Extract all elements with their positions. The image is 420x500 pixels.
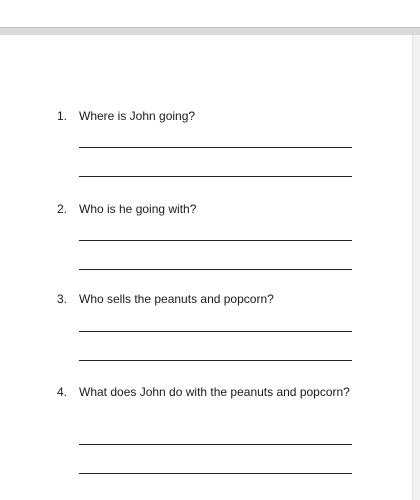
question-row	[57, 381, 357, 403]
worksheet-page	[0, 35, 412, 500]
page-right-edge	[412, 35, 420, 500]
answer-line[interactable]	[79, 147, 352, 148]
answer-line[interactable]	[79, 176, 352, 177]
question-number: 2.	[57, 202, 68, 216]
question-text: Who is he going with?	[79, 202, 197, 216]
question-row	[57, 105, 357, 127]
question-number: 3.	[57, 292, 68, 306]
answer-line[interactable]	[79, 331, 352, 332]
answer-line[interactable]	[79, 240, 352, 241]
answer-line[interactable]	[79, 444, 352, 445]
answer-line[interactable]	[79, 360, 352, 361]
document-top-band	[0, 27, 420, 35]
question-text: Where is John going?	[79, 109, 196, 123]
question-row	[57, 198, 357, 220]
question-2	[57, 198, 357, 220]
answer-line[interactable]	[79, 269, 352, 270]
question-1	[57, 105, 357, 127]
question-text: What does John do with the peanuts and popcorn?	[79, 385, 350, 399]
question-text: Who sells the peanuts and popcorn?	[79, 292, 274, 306]
window-top-bar	[0, 0, 420, 27]
question-number: 1.	[57, 109, 68, 123]
question-3	[57, 288, 357, 310]
question-4	[57, 381, 357, 403]
question-number: 4.	[57, 385, 68, 399]
question-row	[57, 288, 357, 310]
answer-line[interactable]	[79, 473, 352, 474]
